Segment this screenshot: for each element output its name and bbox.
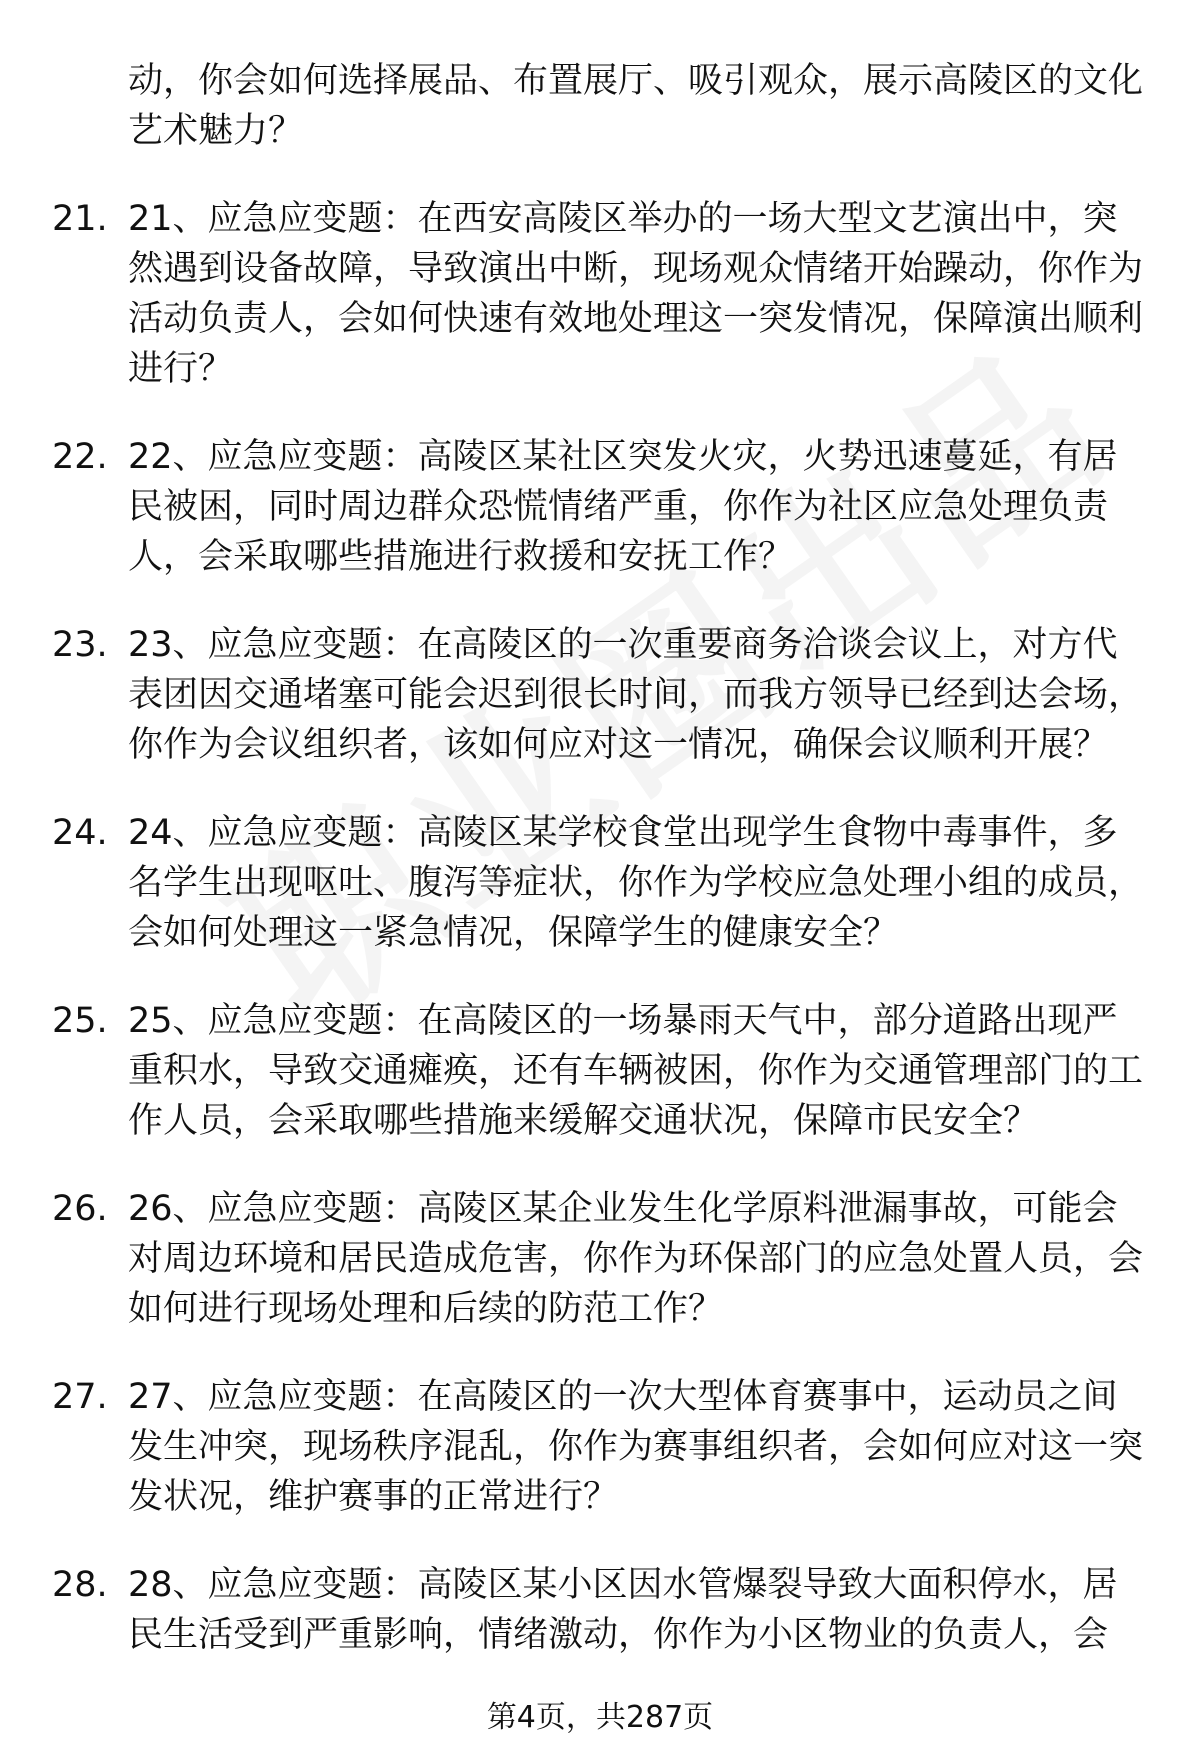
item-number: 26. — [52, 1189, 108, 1229]
item-number: 23. — [52, 625, 108, 665]
list-item — [0, 1560, 1200, 1660]
item-text: 23、应急应变题：在高陵区的一次重要商务洽谈会议上，对方代表团因交通堵塞可能会迟到很长时间，而我方领导已经到达会场，你作为会议组织者，该如何应对这一情况，确保会议顺利开展？ — [128, 625, 1144, 765]
list-item — [0, 808, 1200, 958]
list-item — [0, 1372, 1200, 1522]
item-number: 25. — [52, 1001, 108, 1041]
item-text: 27、应急应变题：在高陵区的一次大型体育赛事中，运动员之间发生冲突，现场秩序混乱，你作为赛事组织者，会如何应对这一突发状况，维护赛事的正常进行？ — [128, 1377, 1144, 1517]
item-text: 28、应急应变题：高陵区某小区因水管爆裂导致大面积停水，居民生活受到严重影响，情绪激动，你作为小区物业的负责人，会 — [128, 1565, 1118, 1655]
list-item — [0, 1184, 1200, 1334]
item-number: 28. — [52, 1565, 108, 1605]
list-item — [0, 194, 1200, 394]
item-text: 26、应急应变题：高陵区某企业发生化学原料泄漏事故，可能会对周边环境和居民造成危害，你作为环保部门的应急处置人员，会如何进行现场处理和后续的防范工作？ — [128, 1189, 1144, 1329]
list-item — [0, 620, 1200, 770]
item-text: 24、应急应变题：高陵区某学校食堂出现学生食物中毒事件，多名学生出现呕吐、腹泻等症状，你作为学校应急处理小组的成员，会如何处理这一紧急情况，保障学生的健康安全？ — [128, 813, 1144, 953]
continuation-text: 动，你会如何选择展品、布置展厅、吸引观众，展示高陵区的文化艺术魅力？ — [128, 61, 1144, 151]
page-footer: 第4页，共287页 — [486, 1700, 714, 1735]
question-list — [0, 56, 1200, 1660]
item-number: 21. — [52, 199, 108, 239]
item-number: 27. — [52, 1377, 108, 1417]
item-number: 22. — [52, 437, 108, 477]
item-number: 24. — [52, 813, 108, 853]
item-text: 21、应急应变题：在西安高陵区举办的一场大型文艺演出中，突然遇到设备故障，导致演出中断，现场观众情绪开始躁动，你作为活动负责人，会如何快速有效地处理这一突发情况，保障演出顺利进行？ — [128, 199, 1144, 389]
list-item — [0, 996, 1200, 1146]
item-text: 22、应急应变题：高陵区某社区突发火灾，火势迅速蔓延，有居民被困，同时周边群众恐慌情绪严重，你作为社区应急处理负责人，会采取哪些措施进行救援和安抚工作？ — [128, 437, 1118, 577]
item-text: 25、应急应变题：在高陵区的一场暴雨天气中，部分道路出现严重积水，导致交通瘫痪，还有车辆被困，你作为交通管理部门的工作人员，会采取哪些措施来缓解交通状况，保障市民安全？ — [128, 1001, 1144, 1141]
list-item — [0, 432, 1200, 582]
